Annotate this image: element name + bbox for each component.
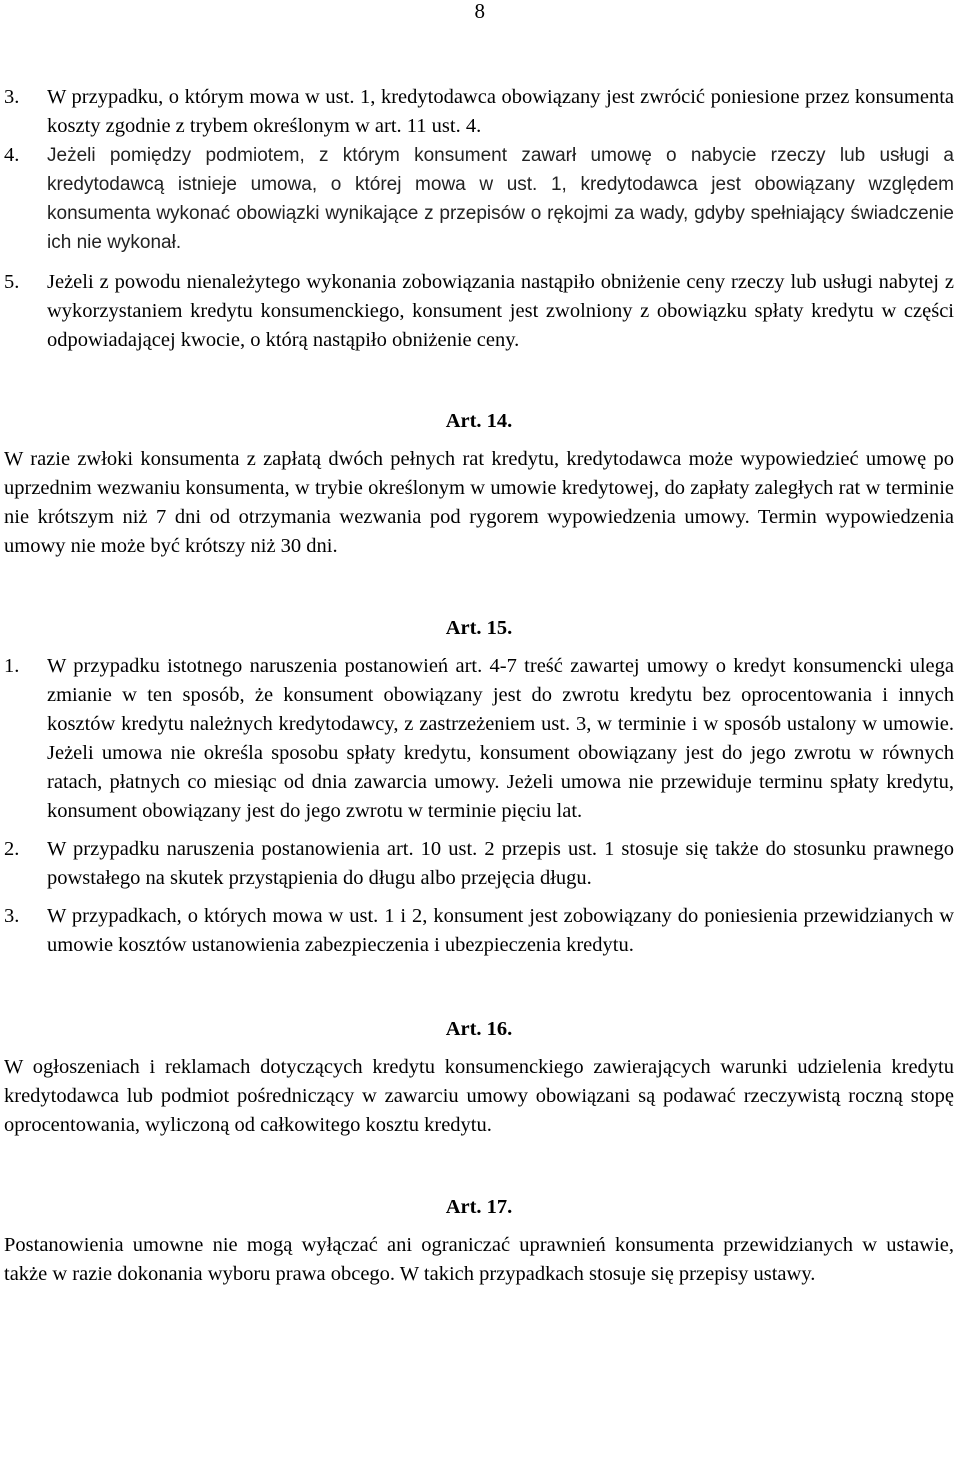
art13-item-4 [4,141,954,257]
item-number: 2. [4,838,20,860]
art15-item-1 [4,652,954,826]
item-number: 4. [4,144,20,166]
item-text: W przypadku, o którym mowa w ust. 1, kredytodawca obowiązany jest zwrócić poniesione przez konsumenta koszty zgodnie z trybem określonym w art. 11 ust. 4. [47,86,954,137]
item-text: W przypadku istotnego naruszenia postanowień art. 4-7 treść zawartej umowy o kredyt konsumencki ulega zmianie w ten sposób, że konsument obowiązany jest do zwrotu kredytu bez oprocentowania i innych kosztów kredytu należnych kredytodawcy, z zastrzeżeniem ust. 3, w terminie i w sposób ustalony w umowie. Jeżeli umowa nie określa sposobu spłaty kredytu, konsument obowiązany jest do jego zwrotu w równych ratach, płatnych co miesiąc od dnia zawarcia umowy. Jeżeli umowa nie przewiduje terminu spłaty kredytu, konsument obowiązany jest do jego zwrotu w terminie pięciu lat. [47,655,954,822]
art-17-text: Postanowienia umowne nie mogą wyłączać ani ograniczać uprawnień konsumenta przewidzianych w ustawie, także w razie dokonania wyboru prawa obcego. W takich przypadkach stosuje się przepisy ustawy. [4,1234,954,1285]
item-number: 3. [4,86,20,108]
art-14-heading: Art. 14. [445,410,513,432]
art13-item-5 [4,268,954,355]
item-number: 1. [4,655,20,677]
art15-item-3 [4,902,954,960]
item-text: W przypadku naruszenia postanowienia art. 10 ust. 2 przepis ust. 1 stosuje się także do stosunku prawnego powstałego na skutek przystąpienia do długu albo przejęcia długu. [47,838,954,889]
art15-item-2 [4,835,954,893]
item-number: 3. [4,905,20,927]
art-15-heading: Art. 15. [445,617,513,639]
art-16-text: W ogłoszeniach i reklamach dotyczących kredytu konsumenckiego zawierających warunki udzielenia kredytu kredytodawca lub podmiot pośredniczący w zawarciu umowy obowiązani są podawać rzeczywistą roczną stopę oprocentowania, wyliczoną od całkowitego kosztu kredytu. [4,1056,954,1136]
item-text: Jeżeli pomiędzy podmiotem, z którym konsument zawarł umowę o nabycie rzeczy lub usługi a kredytodawcą istnieje umowa, o której mowa w ust. 1, kredytodawca jest obowiązany względem konsumenta wykonać obowiązki wynikające z przepisów o rękojmi za wady, gdyby spełniający świadczenie ich nie wykonał. [47,145,954,253]
item-number: 5. [4,271,20,293]
art-17-heading: Art. 17. [445,1196,513,1218]
item-text: Jeżeli z powodu nienależytego wykonania zobowiązania nastąpiło obniżenie ceny rzeczy lub usługi nabytej z wykorzystaniem kredytu konsumenckiego, konsument jest zwolniony z obowiązku spłaty kredytu w części odpowiadającej kwocie, o którą nastąpiło obniżenie ceny. [47,271,954,351]
page-number: 8 [474,0,485,23]
art13-item-3 [4,83,954,141]
document-body [4,83,954,1289]
art-16-heading: Art. 16. [445,1018,513,1040]
item-text: W przypadkach, o których mowa w ust. 1 i 2, konsument jest zobowiązany do poniesienia przewidzianych w umowie kosztów ustanowienia zabezpieczenia i ubezpieczenia kredytu. [47,905,954,956]
art-14-text: W razie zwłoki konsumenta z zapłatą dwóch pełnych rat kredytu, kredytodawca może wypowiedzieć umowę po uprzednim wezwaniu konsumenta, w trybie określonym w umowie kredytowej, do zapłaty zaległych rat w terminie nie krótszym niż 7 dni od otrzymania wezwania pod rygorem wypowiedzenia umowy. Termin wypowiedzenia umowy nie może być krótszy niż 30 dni. [4,448,954,557]
